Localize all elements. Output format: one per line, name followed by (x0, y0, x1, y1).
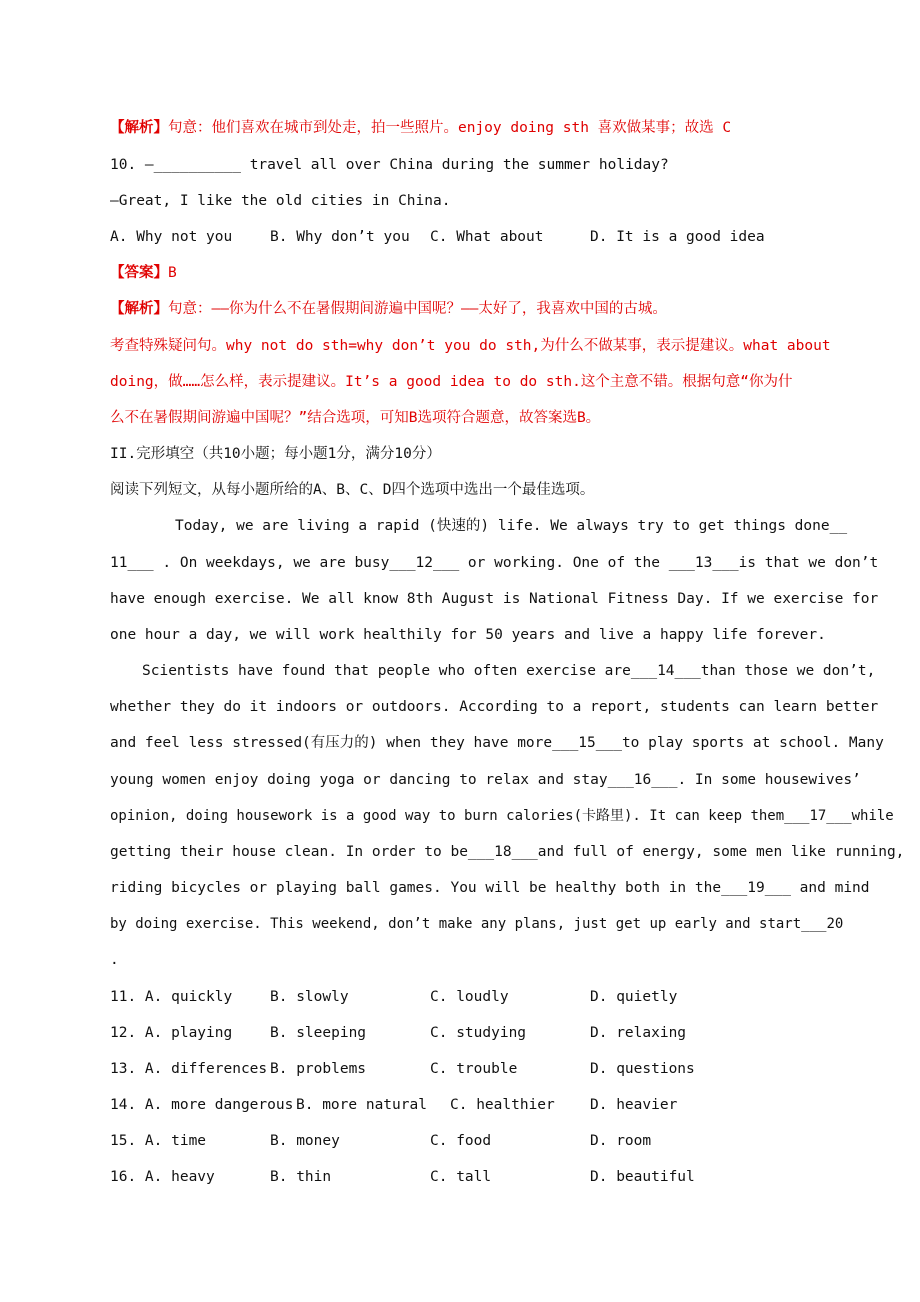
blank-14: ___14___ (630, 663, 701, 679)
blank-20: ___20 (801, 916, 844, 932)
blank-13: ___13___ (668, 555, 739, 571)
passage-line-2 (110, 553, 878, 573)
question-15-b: B. money (270, 1133, 340, 1149)
passage-text: opinion, doing housework is a good way to burn calories(卡路里). It can keep them (110, 808, 785, 824)
answer-tag: 【答案】 (110, 265, 168, 281)
analysis-text: 句意：——你为什么不在暑假期间游遍中国呢？——太好了，我喜欢中国的古城。 (168, 301, 667, 317)
passage-text: or working. One of the (459, 555, 669, 571)
passage-text: getting their house clean. In order to be (110, 844, 468, 860)
passage-line-10 (110, 842, 904, 862)
section-instruction: 阅读下列短文，从每小题所给的A、B、C、D四个选项中选出一个最佳选项。 (110, 482, 595, 498)
q10-number: 10. — (110, 157, 154, 173)
question-12-c: C. studying (430, 1025, 527, 1041)
q10-text: travel all over China during the summer holiday? (240, 157, 669, 173)
analysis-tag: 【解析】 (110, 120, 168, 136)
blank-11-start: __ (829, 518, 848, 534)
question-13-c: C. trouble (430, 1061, 518, 1077)
question-14-b: B. more natural (296, 1097, 427, 1113)
passage-line-7 (110, 733, 884, 753)
blank-18: ___18___ (467, 844, 538, 860)
question-16-b: B. thin (270, 1169, 332, 1185)
q10-answer (110, 263, 177, 283)
passage-text: young women enjoy doing yoga or dancing to relax and stay (110, 772, 608, 788)
question-11-c: C. loudly (430, 989, 509, 1005)
passage-line-4: one hour a day, we will work healthily for 50 years and live a happy life forever. (110, 627, 826, 643)
question-11-b: B. slowly (270, 989, 349, 1005)
passage-line-8 (110, 770, 861, 790)
question-16-d: D. beautiful (590, 1169, 695, 1185)
question-12-a: 12. A. playing (110, 1025, 233, 1041)
passage-line-9 (110, 806, 894, 826)
q9-analysis (110, 118, 731, 138)
q10-blank: __________ (153, 157, 241, 173)
question-16-a: 16. A. heavy (110, 1169, 215, 1185)
question-16-c: C. tall (430, 1169, 492, 1185)
question-11-d: D. quietly (590, 989, 678, 1005)
passage-text: Today, we are living a rapid (快速的) life. We always try to get things done (175, 518, 830, 534)
passage-line-13: . (110, 952, 119, 968)
passage-text: and feel less stressed(有压力的) when they have more (110, 735, 553, 751)
passage-line-12 (110, 914, 843, 934)
passage-line-11 (110, 878, 870, 898)
question-13-d: D. questions (590, 1061, 695, 1077)
question-12-d: D. relaxing (590, 1025, 687, 1041)
passage-line-3: have enough exercise. We all know 8th August is National Fitness Day. If we exercise for (110, 591, 879, 607)
question-12-b: B. sleeping (270, 1025, 367, 1041)
passage-text: and full of energy, some men like running, (537, 844, 905, 860)
q10-option-b: B. Why don’t you (270, 229, 410, 245)
question-14-d: D. heavier (590, 1097, 678, 1113)
blank-12: ___12___ (389, 555, 460, 571)
passage-text: . In some housewives’ (677, 772, 861, 788)
question-13-a: 13. A. differences (110, 1061, 268, 1077)
question-15-c: C. food (430, 1133, 492, 1149)
answer-value: B (168, 265, 177, 281)
question-13-b: B. problems (270, 1061, 367, 1077)
q10-option-a: A. Why not you (110, 229, 233, 245)
blank-11: 11___ (110, 555, 154, 571)
passage-text: than those we don’t, (700, 663, 876, 679)
q10-response: —Great, I like the old cities in China. (110, 193, 451, 209)
question-15-a: 15. A. time (110, 1133, 207, 1149)
passage-text: riding bicycles or playing ball games. You will be healthy both in the (110, 880, 722, 896)
passage-text: by doing exercise. This weekend, don’t make any plans, just get up early and start (110, 916, 802, 932)
blank-16: ___16___ (607, 772, 678, 788)
passage-text: . On weekdays, we are busy (153, 555, 390, 571)
question-14-a: 14. A. more dangerous (110, 1097, 294, 1113)
q10-option-d: D. It is a good idea (590, 229, 765, 245)
passage-text: while (851, 808, 894, 824)
question-14-c: C. healthier (450, 1097, 555, 1113)
passage-text: is that we don’t (738, 555, 879, 571)
q10-stem (110, 155, 669, 175)
passage-text: and mind (790, 880, 870, 896)
q10-analysis-line-3: doing，做……怎么样，表示提建议。It’s a good idea to do sth.这个主意不错。根据句意“你为什 (110, 374, 793, 390)
blank-17: ___17___ (784, 808, 852, 824)
passage-line-1 (175, 516, 847, 536)
section-heading: II.完形填空（共10小题；每小题1分，满分10分） (110, 446, 441, 462)
q10-analysis-line-4: 么不在暑假期间游遍中国呢？”结合选项，可知B选项符合题意，故答案选B。 (110, 410, 601, 426)
blank-19: ___19___ (721, 880, 791, 896)
passage-line-6: whether they do it indoors or outdoors. According to a report, students can learn better (110, 699, 879, 715)
blank-15: ___15___ (552, 735, 622, 751)
analysis-text: 句意：他们喜欢在城市到处走，拍一些照片。enjoy doing sth 喜欢做某事；故选 C (168, 120, 732, 136)
passage-line-5 (142, 661, 875, 681)
q10-analysis-line-2: 考查特殊疑问句。why not do sth=why don’t you do sth,为什么不做某事，表示提建议。what about (110, 338, 831, 354)
question-11-a: 11. A. quickly (110, 989, 233, 1005)
analysis-tag: 【解析】 (110, 301, 168, 317)
passage-text: to play sports at school. Many (621, 735, 884, 751)
passage-text: Scientists have found that people who often exercise are (142, 663, 631, 679)
question-15-d: D. room (590, 1133, 652, 1149)
q10-analysis-line-1 (110, 299, 667, 319)
q10-option-c: C. What about (430, 229, 544, 245)
